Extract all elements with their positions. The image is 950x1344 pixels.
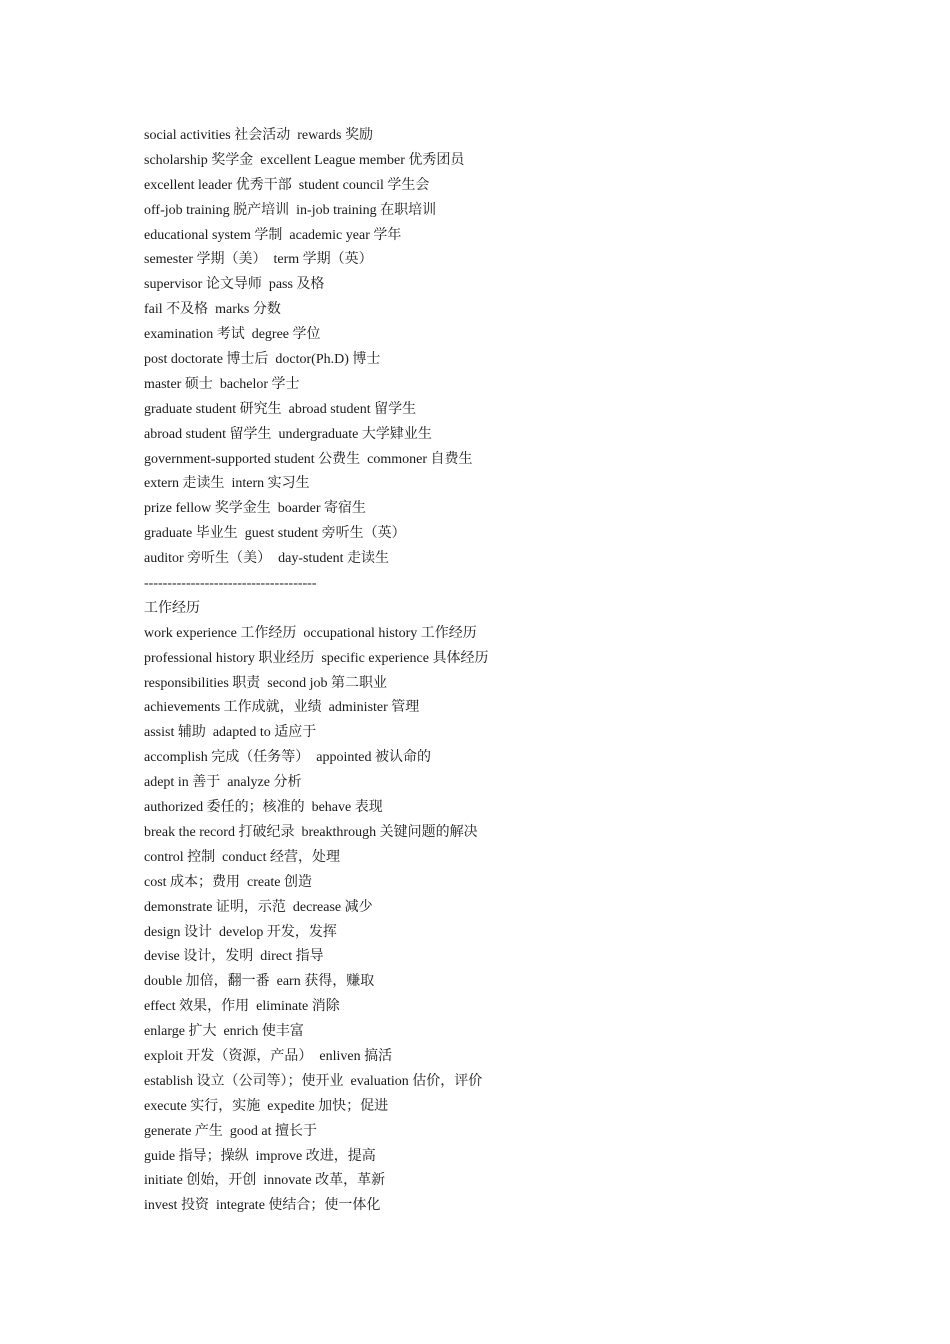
text-line: professional history 职业经历 specific experience 具体经历 xyxy=(144,650,489,666)
text-line: abroad student 留学生 undergraduate 大学肄业生 xyxy=(144,426,432,442)
text-line: social activities 社会活动 rewards 奖励 xyxy=(144,128,374,143)
text-line: work experience 工作经历 occupational history 工作经历 xyxy=(144,625,477,641)
text-line: government-supported student 公费生 commoner 自费生 xyxy=(144,451,473,467)
text-line: supervisor 论文导师 pass 及格 xyxy=(144,277,325,293)
text-line: examination 考试 degree 学位 xyxy=(144,327,321,343)
text-line: prize fellow 奖学金生 boarder 寄宿生 xyxy=(144,501,366,517)
text-line: responsibilities 职责 second job 第二职业 xyxy=(144,675,388,691)
text-line: excellent leader 优秀干部 student council 学生会 xyxy=(144,177,430,193)
section-heading: 工作经历 xyxy=(144,600,200,616)
text-line: auditor 旁听生（美） day-student 走读生 xyxy=(144,551,389,567)
text-line: invest 投资 integrate 使结合；使一体化 xyxy=(144,1198,381,1214)
text-line: enlarge 扩大 enrich 使丰富 xyxy=(144,1024,304,1040)
text-line: cost 成本；费用 create 创造 xyxy=(144,874,312,890)
text-line: achievements 工作成就，业绩 administer 管理 xyxy=(144,700,420,716)
text-line: graduate student 研究生 abroad student 留学生 xyxy=(144,401,417,417)
text-line: assist 辅助 adapted to 适应于 xyxy=(144,725,317,741)
text-line: master 硕士 bachelor 学士 xyxy=(144,376,300,392)
text-line: design 设计 develop 开发，发挥 xyxy=(144,924,337,940)
text-line: effect 效果，作用 eliminate 消除 xyxy=(144,999,340,1015)
text-line: execute 实行，实施 expedite 加快；促进 xyxy=(144,1098,389,1114)
text-line: devise 设计，发明 direct 指导 xyxy=(144,949,324,965)
text-line: break the record 打破纪录 breakthrough 关键问题的解决 xyxy=(144,824,478,840)
text-line: educational system 学制 academic year 学年 xyxy=(144,227,402,243)
text-line: extern 走读生 intern 实习生 xyxy=(144,476,310,492)
text-line: post doctorate 博士后 doctor(Ph.D) 博士 xyxy=(144,352,381,368)
text-line: initiate 创始，开创 innovate 改革，革新 xyxy=(144,1173,386,1189)
text-line: control 控制 conduct 经营，处理 xyxy=(144,849,340,865)
vocabulary-list xyxy=(144,124,864,1219)
text-line: graduate 毕业生 guest student 旁听生（英） xyxy=(144,526,406,542)
text-line: demonstrate 证明，示范 decrease 减少 xyxy=(144,899,373,915)
text-line: adept in 善于 analyze 分析 xyxy=(144,775,302,791)
text-line: generate 产生 good at 擅长于 xyxy=(144,1123,318,1139)
text-line: authorized 委任的；核准的 behave 表现 xyxy=(144,800,383,816)
text-line: off-job training 脱产培训 in-job training 在职培训 xyxy=(144,202,437,218)
text-line: semester 学期（美） term 学期（英） xyxy=(144,252,373,268)
text-line: exploit 开发（资源，产品） enliven 搞活 xyxy=(144,1048,393,1064)
text-line: scholarship 奖学金 excellent League member 优秀团员 xyxy=(144,152,465,168)
text-line: establish 设立（公司等）；使开业 evaluation 估价，评价 xyxy=(144,1073,483,1089)
text-line: fail 不及格 marks 分数 xyxy=(144,302,281,318)
text-line: accomplish 完成（任务等） appointed 被认命的 xyxy=(144,750,431,766)
text-line: double 加倍，翻一番 earn 获得，赚取 xyxy=(144,974,375,990)
section-divider: ------------------------------------- xyxy=(144,576,317,592)
text-line: guide 指导；操纵 improve 改进，提高 xyxy=(144,1148,376,1164)
